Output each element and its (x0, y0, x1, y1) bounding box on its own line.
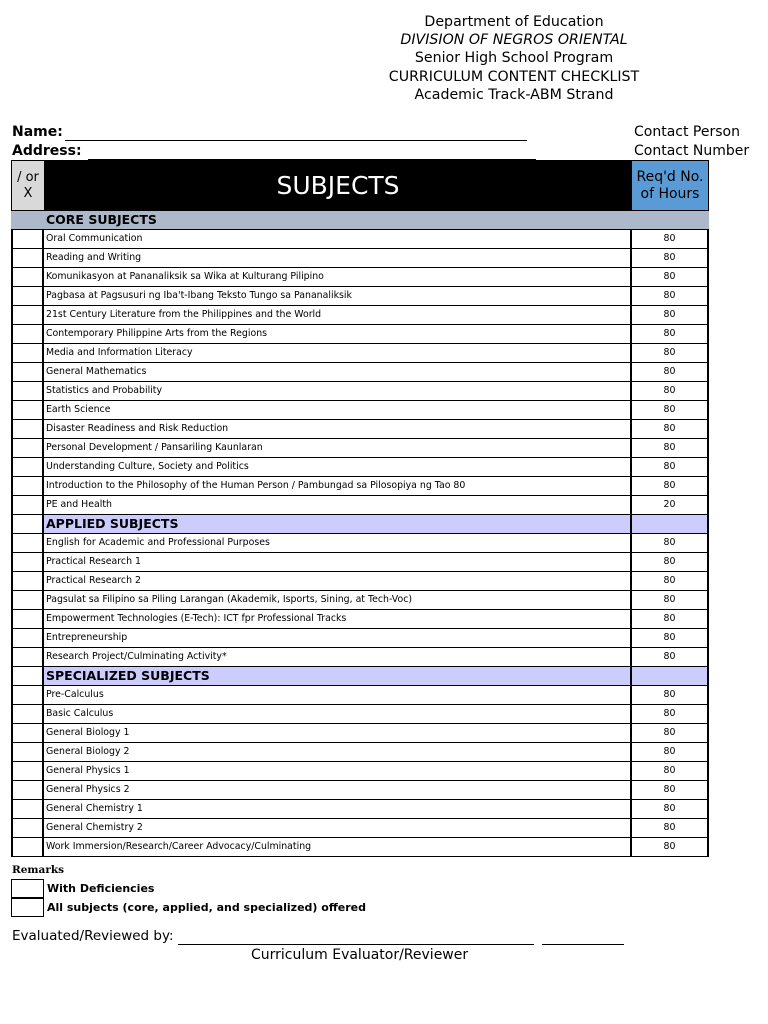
subject-name: Empowerment Technologies (E-Tech): ICT fpr Professional Tracks (44, 610, 632, 628)
check-cell[interactable] (11, 249, 44, 267)
address-field[interactable] (88, 146, 536, 160)
address-label: Address: (12, 143, 82, 159)
specialized-subjects-heading: SPECIALIZED SUBJECTS (44, 667, 632, 685)
check-cell[interactable] (11, 819, 44, 837)
subject-row (11, 363, 709, 382)
check-cell[interactable] (11, 553, 44, 571)
subject-name: Disaster Readiness and Risk Reduction (44, 420, 632, 438)
check-cell[interactable] (11, 705, 44, 723)
check-cell[interactable] (11, 230, 44, 248)
check-cell[interactable] (11, 477, 44, 495)
with-deficiencies-checkbox[interactable] (11, 879, 44, 898)
check-cell[interactable] (11, 724, 44, 742)
check-cell[interactable] (11, 800, 44, 818)
subject-name: Pagsulat sa Filipino sa Piling Larangan (Akademik, Isports, Sining, at Tech-Voc) (44, 591, 632, 609)
check-cell[interactable] (11, 629, 44, 647)
required-hours: 80 (632, 838, 709, 856)
subject-row (11, 325, 709, 344)
check-cell[interactable] (11, 401, 44, 419)
subject-row (11, 781, 709, 800)
section-check-cell (11, 667, 44, 685)
required-hours: 80 (632, 401, 709, 419)
subject-name: Personal Development / Pansariling Kaunlaran (44, 439, 632, 457)
check-cell[interactable] (11, 534, 44, 552)
subject-row (11, 344, 709, 363)
subject-row (11, 610, 709, 629)
subject-row (11, 629, 709, 648)
required-hours: 80 (632, 230, 709, 248)
required-hours: 80 (632, 572, 709, 590)
subject-name: Research Project/Culminating Activity* (44, 648, 632, 666)
check-cell[interactable] (11, 268, 44, 286)
applied-subjects-heading: APPLIED SUBJECTS (44, 515, 632, 533)
required-hours: 80 (632, 287, 709, 305)
subject-name: English for Academic and Professional Purposes (44, 534, 632, 552)
required-hours: 80 (632, 553, 709, 571)
subject-name: Oral Communication (44, 230, 632, 248)
all-subjects-offered-checkbox[interactable] (11, 898, 44, 917)
mark-column-header: / or X (12, 161, 44, 210)
subject-name: Entrepreneurship (44, 629, 632, 647)
subject-name: General Biology 1 (44, 724, 632, 742)
check-cell[interactable] (11, 420, 44, 438)
contact-person-label: Contact Person (634, 124, 740, 140)
specialized-subjects-heading-row (11, 667, 709, 686)
evaluation-date-field[interactable] (542, 932, 624, 945)
evaluated-by-label: Evaluated/Reviewed by: (12, 928, 174, 944)
subject-row (11, 762, 709, 781)
subject-name: Komunikasyon at Pananaliksik sa Wika at Kulturang Pilipino (44, 268, 632, 286)
required-hours: 80 (632, 344, 709, 362)
subject-row (11, 458, 709, 477)
subject-row (11, 306, 709, 325)
required-hours: 80 (632, 781, 709, 799)
core-subjects-rows (11, 230, 709, 515)
subject-row (11, 496, 709, 515)
check-cell[interactable] (11, 686, 44, 704)
subject-row (11, 838, 709, 857)
subject-row (11, 249, 709, 268)
name-row (12, 123, 527, 141)
subject-name: General Physics 1 (44, 762, 632, 780)
subject-row (11, 705, 709, 724)
address-row (12, 142, 536, 160)
subject-name: Statistics and Probability (44, 382, 632, 400)
check-cell[interactable] (11, 344, 44, 362)
check-cell[interactable] (11, 382, 44, 400)
subject-row (11, 648, 709, 667)
required-hours: 80 (632, 439, 709, 457)
subject-row (11, 686, 709, 705)
header-program: Senior High School Program (414, 50, 614, 67)
required-hours: 80 (632, 477, 709, 495)
subject-name: PE and Health (44, 496, 632, 514)
required-hours: 20 (632, 496, 709, 514)
subject-name: General Mathematics (44, 363, 632, 381)
core-subjects-heading: CORE SUBJECTS (11, 211, 709, 230)
required-hours: 80 (632, 724, 709, 742)
applied-subjects-heading-row (11, 515, 709, 534)
subject-row (11, 553, 709, 572)
check-cell[interactable] (11, 762, 44, 780)
subject-row (11, 420, 709, 439)
subject-name: Reading and Writing (44, 249, 632, 267)
required-hours: 80 (632, 819, 709, 837)
required-hours: 80 (632, 325, 709, 343)
section-check-cell (11, 515, 44, 533)
all-subjects-offered-label: All subjects (core, applied, and specialized) offered (47, 901, 366, 914)
subject-row (11, 591, 709, 610)
check-cell[interactable] (11, 363, 44, 381)
hours-column-header: Req'd No. of Hours (632, 161, 708, 210)
contact-number-label: Contact Number (634, 143, 750, 159)
subject-row (11, 724, 709, 743)
section-hours-cell (632, 667, 709, 685)
subject-name: General Chemistry 2 (44, 819, 632, 837)
subject-name: Practical Research 1 (44, 553, 632, 571)
header-strand: Academic Track-ABM Strand (414, 86, 614, 103)
evaluator-caption: Curriculum Evaluator/Reviewer (251, 947, 469, 963)
applied-subjects-rows (11, 534, 709, 667)
required-hours: 80 (632, 306, 709, 324)
required-hours: 80 (632, 458, 709, 476)
subject-row (11, 819, 709, 838)
header-division: DIVISION OF NEGROS ORIENTAL (400, 32, 628, 49)
curriculum-table (11, 211, 709, 857)
subject-name: Earth Science (44, 401, 632, 419)
check-cell[interactable] (11, 743, 44, 761)
subject-name: Pre-Calculus (44, 686, 632, 704)
subject-name: Basic Calculus (44, 705, 632, 723)
subject-row (11, 477, 709, 496)
with-deficiencies-label: With Deficiencies (47, 882, 155, 895)
subject-row (11, 230, 709, 249)
check-cell[interactable] (11, 591, 44, 609)
subject-row (11, 287, 709, 306)
required-hours: 80 (632, 534, 709, 552)
check-cell[interactable] (11, 458, 44, 476)
subject-row (11, 572, 709, 591)
check-cell[interactable] (11, 325, 44, 343)
subject-name: Practical Research 2 (44, 572, 632, 590)
required-hours: 80 (632, 610, 709, 628)
required-hours: 80 (632, 705, 709, 723)
evaluated-by-row (12, 928, 624, 945)
subjects-column-header: SUBJECTS (276, 171, 400, 200)
check-cell[interactable] (11, 287, 44, 305)
required-hours: 80 (632, 363, 709, 381)
remarks-title: Remarks (12, 864, 65, 876)
subject-name: Understanding Culture, Society and Politics (44, 458, 632, 476)
check-cell[interactable] (11, 572, 44, 590)
required-hours: 80 (632, 629, 709, 647)
check-cell[interactable] (11, 439, 44, 457)
check-cell[interactable] (11, 648, 44, 666)
subject-row (11, 439, 709, 458)
subject-row (11, 382, 709, 401)
required-hours: 80 (632, 591, 709, 609)
required-hours: 80 (632, 743, 709, 761)
subject-name: Work Immersion/Research/Career Advocacy/Culminating (44, 838, 632, 856)
subject-name: General Chemistry 1 (44, 800, 632, 818)
required-hours: 80 (632, 800, 709, 818)
name-label: Name: (12, 124, 63, 140)
required-hours: 80 (632, 268, 709, 286)
subject-name: Pagbasa at Pagsusuri ng Iba't-Ibang Teksto Tungo sa Pananaliksik (44, 287, 632, 305)
subject-name: General Biology 2 (44, 743, 632, 761)
subject-name: 21st Century Literature from the Philippines and the World (44, 306, 632, 324)
check-cell[interactable] (11, 306, 44, 324)
check-cell[interactable] (11, 838, 44, 856)
document-header (260, 13, 768, 104)
subject-row (11, 800, 709, 819)
header-checklist-title: CURRICULUM CONTENT CHECKLIST (388, 68, 640, 85)
subject-row (11, 268, 709, 287)
subject-name: Media and Information Literacy (44, 344, 632, 362)
required-hours: 80 (632, 648, 709, 666)
required-hours: 80 (632, 686, 709, 704)
evaluator-signature-field[interactable] (178, 932, 534, 945)
subject-name: General Physics 2 (44, 781, 632, 799)
check-cell[interactable] (11, 781, 44, 799)
section-hours-cell (632, 515, 709, 533)
subject-name: Contemporary Philippine Arts from the Regions (44, 325, 632, 343)
subject-row (11, 534, 709, 553)
required-hours: 80 (632, 382, 709, 400)
check-cell[interactable] (11, 610, 44, 628)
check-cell[interactable] (11, 496, 44, 514)
specialized-subjects-rows (11, 686, 709, 857)
required-hours: 80 (632, 420, 709, 438)
subject-name: Introduction to the Philosophy of the Human Person / Pambungad sa Pilosopiya ng Tao 80 (44, 477, 632, 495)
subject-row (11, 401, 709, 420)
subject-row (11, 743, 709, 762)
name-field[interactable] (65, 127, 527, 141)
header-department: Department of Education (424, 14, 604, 30)
required-hours: 80 (632, 249, 709, 267)
required-hours: 80 (632, 762, 709, 780)
